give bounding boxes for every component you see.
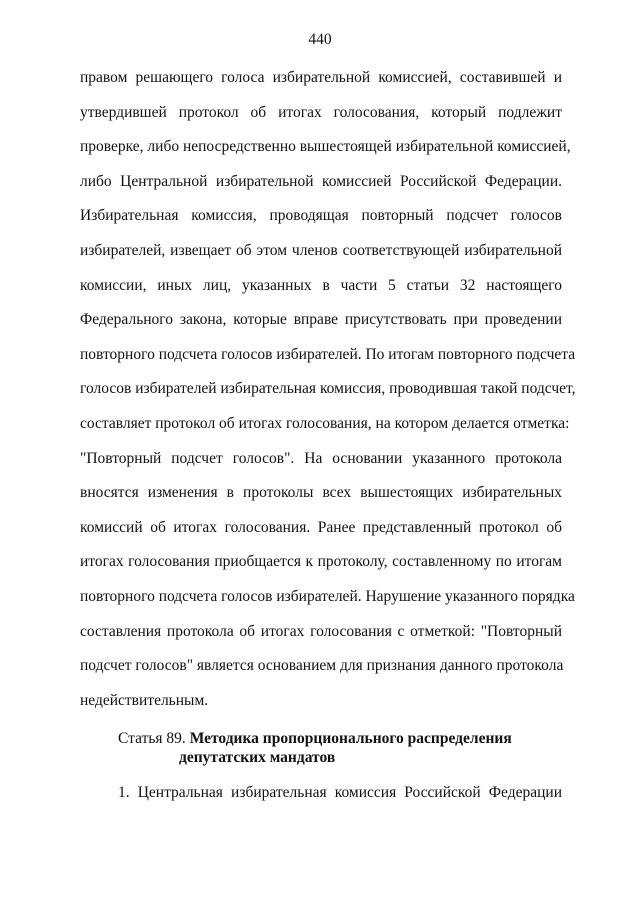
article-title-line-1: Методика пропорционального распределения	[189, 730, 512, 747]
article-title-line-2: депутатских мандатов	[179, 749, 336, 766]
text-line: повторного подсчета голосов избирателей. По итогам повторного подсчета	[80, 345, 576, 363]
text-line: повторного подсчета голосов избирателей. Нарушение указанного порядка	[80, 587, 575, 605]
page-number: 440	[308, 31, 332, 48]
text-line: голосов избирателей избирательная комиссия, проводившая такой подсчет,	[80, 380, 576, 398]
text-line: либо Центральной избирательной комиссией Российской Федерации.	[80, 172, 562, 190]
text-line-last: недействительным.	[80, 691, 209, 709]
text-line: вносятся изменения в протоколы всех вышестоящих избирательных	[80, 484, 562, 502]
text-line: правом решающего голоса избирательной комиссией, составившей и	[80, 69, 562, 86]
article-heading	[118, 729, 558, 767]
text-line: комиссий об итогах голосования. Ранее представленный протокол об	[80, 518, 562, 536]
text-line: итогах голосования приобщается к протоколу, составленному по итогам	[80, 553, 562, 571]
text-line: утвердившей протокол об итогах голосования, который подлежит	[80, 103, 562, 121]
article-number: Статья 89.	[118, 730, 190, 747]
text-line: комиссии, иных лиц, указанных в части 5 статьи 32 настоящего	[80, 276, 562, 294]
text-line: составления протокола об итогах голосования с отметкой: "Повторный	[80, 622, 562, 640]
text-line: Федерального закона, которые вправе присутствовать при проведении	[80, 311, 562, 329]
text-line: проверке, либо непосредственно вышестоящей избирательной комиссией,	[80, 138, 571, 156]
text-line: избирателей, извещает об этом членов соответствующей избирательной	[80, 241, 562, 259]
text-line: Избирательная комиссия, проводящая повторный подсчет голосов	[80, 207, 562, 225]
text-line: составляет протокол об итогах голосования, на котором делается отметка:	[80, 414, 570, 432]
text-line: подсчет голосов" является основанием для признания данного протокола	[80, 657, 564, 675]
text-line: "Повторный подсчет голосов". На основании указанного протокола	[80, 449, 562, 467]
paragraph-1-first-line: 1. Центральная избирательная комиссия Российской Федерации	[118, 784, 562, 801]
body-paragraph	[80, 61, 576, 718]
